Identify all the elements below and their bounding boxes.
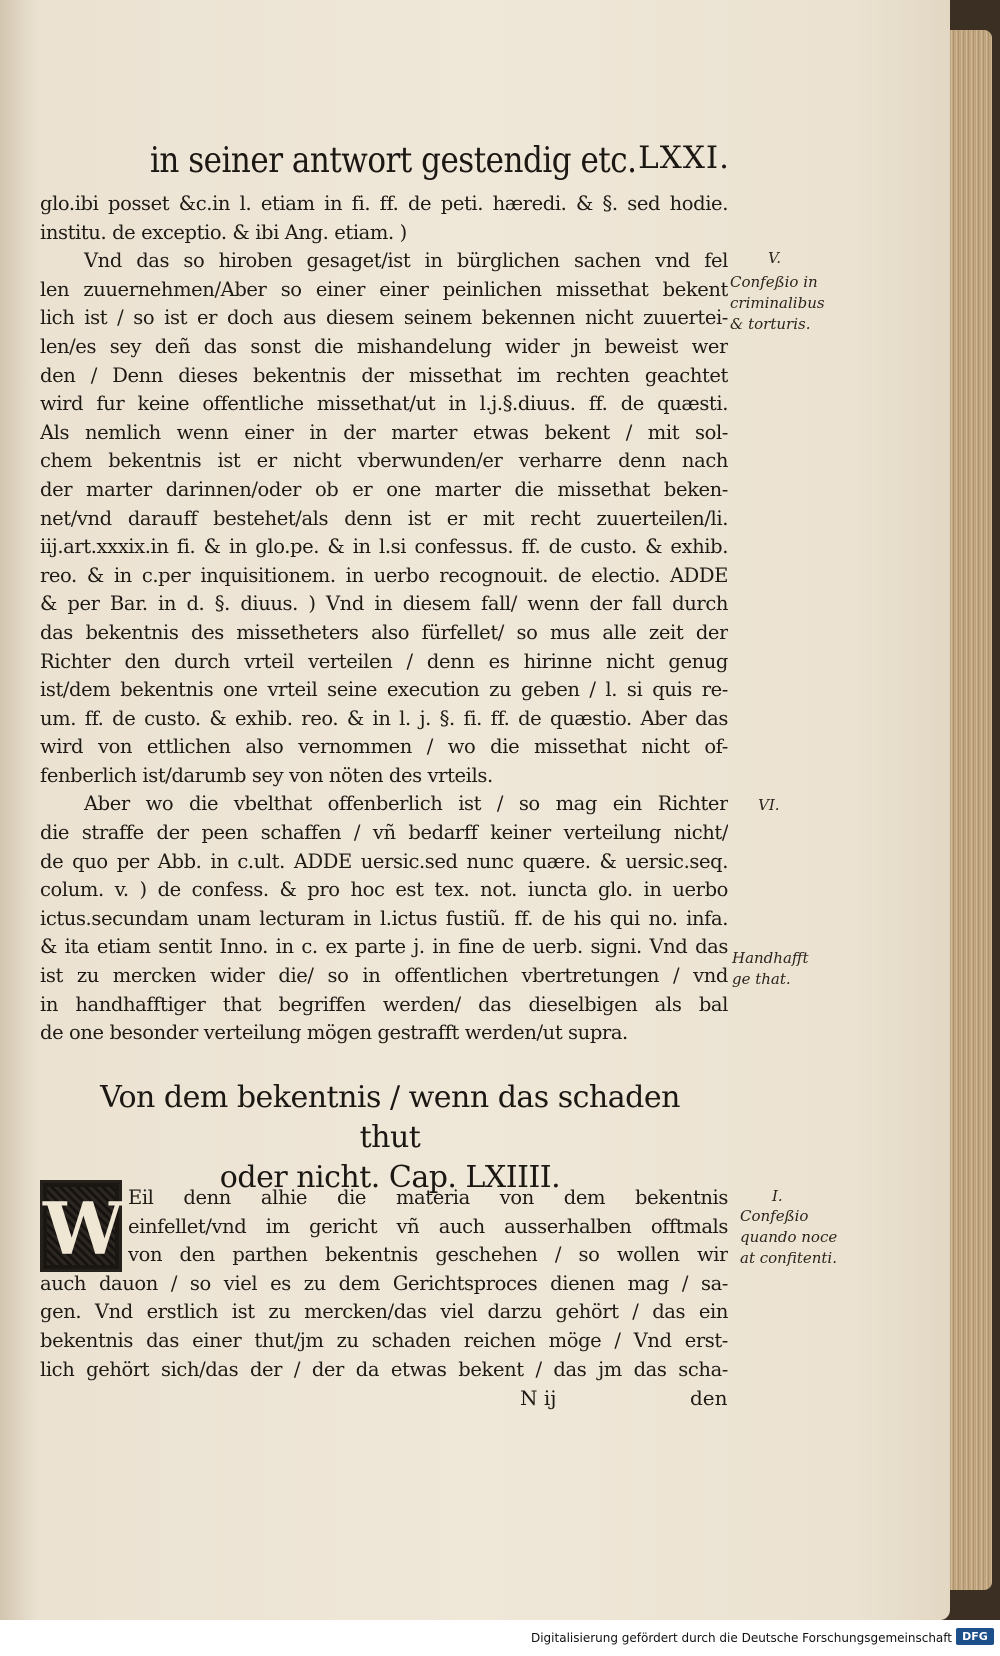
text-line: Richter den durch vrteil verteilen / denn es hirinne nicht genug (40, 649, 728, 673)
text-line: len/es sey deñ das sonst die mishandelung wider jn beweist wer (40, 334, 728, 358)
text-line: wird fur keine offentliche missethat/ut in l.j.§.diuus. ff. de quæsti. (40, 392, 728, 416)
margin-note-1-line-1: Confeßio in (730, 273, 818, 291)
digitization-credit: Digitalisierung gefördert durch die Deutsche Forschungsgemeinschaft (530, 1631, 952, 1645)
margin-note-2-number: VI. (758, 796, 780, 814)
chapter-heading-line-1: Von dem bekentnis / wenn das schaden thut (100, 1080, 680, 1155)
text-line: die straffe der peen schaffen / vñ bedarff keiner verteilung nicht/ (40, 821, 728, 845)
text-line: Aber wo die vbelthat offenberlich ist / so mag ein Richter (84, 792, 728, 816)
text-line: fenberlich ist/darumb sey von nöten des vrteils. (40, 763, 493, 787)
page-edges (950, 30, 992, 1590)
margin-note-4-line-3: at confitenti. (740, 1249, 837, 1267)
text-line: von den parthen bekentnis geschehen / so wollen wir (128, 1243, 728, 1267)
folio-number: LXXI. (638, 140, 730, 176)
text-line: auch dauon / so viel es zu dem Gerichtsproces dienen mag / sa- (40, 1271, 728, 1295)
text-line: einfellet/vnd im gericht vñ auch ausserhalben offtmals (128, 1214, 728, 1238)
text-line: chem bekentnis ist er nicht vberwunden/er verharre denn nach (40, 449, 728, 473)
margin-note-4-line-1: Confeßio (740, 1207, 809, 1225)
margin-note-4-line-2: quando noce (740, 1228, 838, 1246)
margin-note-3 (732, 948, 809, 990)
signature-mark: N ij (520, 1386, 557, 1410)
text-line: gen. Vnd erstlich ist zu mercken/das viel darzu gehört / das ein (40, 1300, 728, 1324)
margin-note-3-line-2: ge that. (732, 970, 791, 988)
margin-note-1 (768, 248, 781, 269)
text-line: & per Bar. in d. §. diuus. ) Vnd in diesem fall/ wenn der fall durch (40, 592, 728, 616)
text-line: de one besonder verteilung mögen gestrafft werden/ut supra. (40, 1021, 628, 1045)
text-line: ist/dem bekentnis one vrteil seine execution zu geben / l. si quis re- (40, 678, 728, 702)
text-line: institu. de exceptio. & ibi Ang. etiam. ) (40, 220, 407, 244)
margin-note-2 (758, 795, 780, 816)
page-header (150, 140, 730, 188)
text-line: den / Denn dieses bekentnis der missethat im rechten geachtet (40, 363, 728, 387)
text-line: & ita etiam sentit Inno. in c. ex parte j. in fine de uerb. signi. Vnd das (40, 935, 728, 959)
chapter-heading-line-2: oder nicht. Cap. LXIIII. (219, 1160, 561, 1195)
body-text-block-1 (40, 190, 728, 1048)
running-title: in seiner antwort gestendig etc. (150, 140, 637, 182)
margin-note-1-line-2: criminalibus (730, 294, 825, 312)
dfg-logo: DFG (956, 1628, 994, 1645)
text-line: ist zu mercken wider die/ so in offentlichen vbertretungen / vnd (40, 964, 728, 988)
margin-note-1-text (730, 272, 825, 335)
margin-note-4-number: I. (772, 1187, 783, 1205)
margin-note-1-line-3: & torturis. (730, 315, 811, 333)
margin-note-1-number: V. (768, 249, 781, 267)
body-text-block-2 (40, 1184, 728, 1384)
text-line: glo.ibi posset &c.in l. etiam in fi. ff. de peti. hæredi. & §. sed hodie. (40, 192, 728, 215)
text-line: der marter darinnen/oder ob er one marter die missethat beken- (40, 477, 728, 501)
text-line: das bekentnis des missetheters also fürfellet/ so mus alle zeit der (40, 620, 728, 644)
margin-note-4-text (740, 1206, 837, 1269)
text-line: in handhafftiger that begriffen werden/ das dieselbigen als bal (40, 992, 728, 1016)
margin-note-3-line-1: Handhafft (732, 949, 809, 967)
text-line: wird von ettlichen also vernommen / wo die missethat nicht of- (40, 735, 728, 759)
text-line: lich ist / so ist er doch aus diesem seinem bekennen nicht zuuertei- (40, 306, 728, 330)
text-line: reo. & in c.per inquisitionem. in uerbo recognouit. de electio. ADDE (40, 563, 728, 587)
text-line: len zuuernehmen/Aber so einer einer peinlichen missethat bekent (40, 277, 728, 301)
text-line: lich gehört sich/das der / der da etwas bekent / das jm das scha- (40, 1357, 728, 1381)
text-line: net/vnd darauff bestehet/als denn ist er mit recht zuuerteilen/li. (40, 506, 728, 530)
catchword: den (690, 1386, 728, 1410)
margin-note-4 (772, 1186, 783, 1207)
chapter-heading (90, 1078, 690, 1198)
text-line: de quo per Abb. in c.ult. ADDE uersic.sed nunc quære. & uersic.seq. (40, 849, 728, 873)
text-line: Eil denn alhie die materia von dem bekentnis (128, 1186, 728, 1209)
text-line: ictus.secundam unam lecturam in l.ictus fustiũ. ff. de his qui no. infa. (40, 906, 728, 930)
text-line: Vnd das so hiroben gesaget/ist in bürglichen sachen vnd fel (84, 249, 728, 273)
text-line: um. ff. de custo. & exhib. reo. & in l. j. §. fi. ff. de quæstio. Aber das (40, 706, 728, 730)
text-line: bekentnis das einer thut/jm zu schaden reichen möge / Vnd erst- (40, 1328, 728, 1352)
text-line: colum. v. ) de confess. & pro hoc est tex. not. iuncta glo. in uerbo (40, 878, 728, 902)
initial-letter: W (43, 1186, 124, 1271)
text-line: Als nemlich wenn einer in der marter etwas bekent / mit sol- (40, 420, 728, 444)
text-line: iij.art.xxxix.in fi. & in glo.pe. & in l.si confessus. ff. de custo. & exhib. (40, 535, 728, 559)
